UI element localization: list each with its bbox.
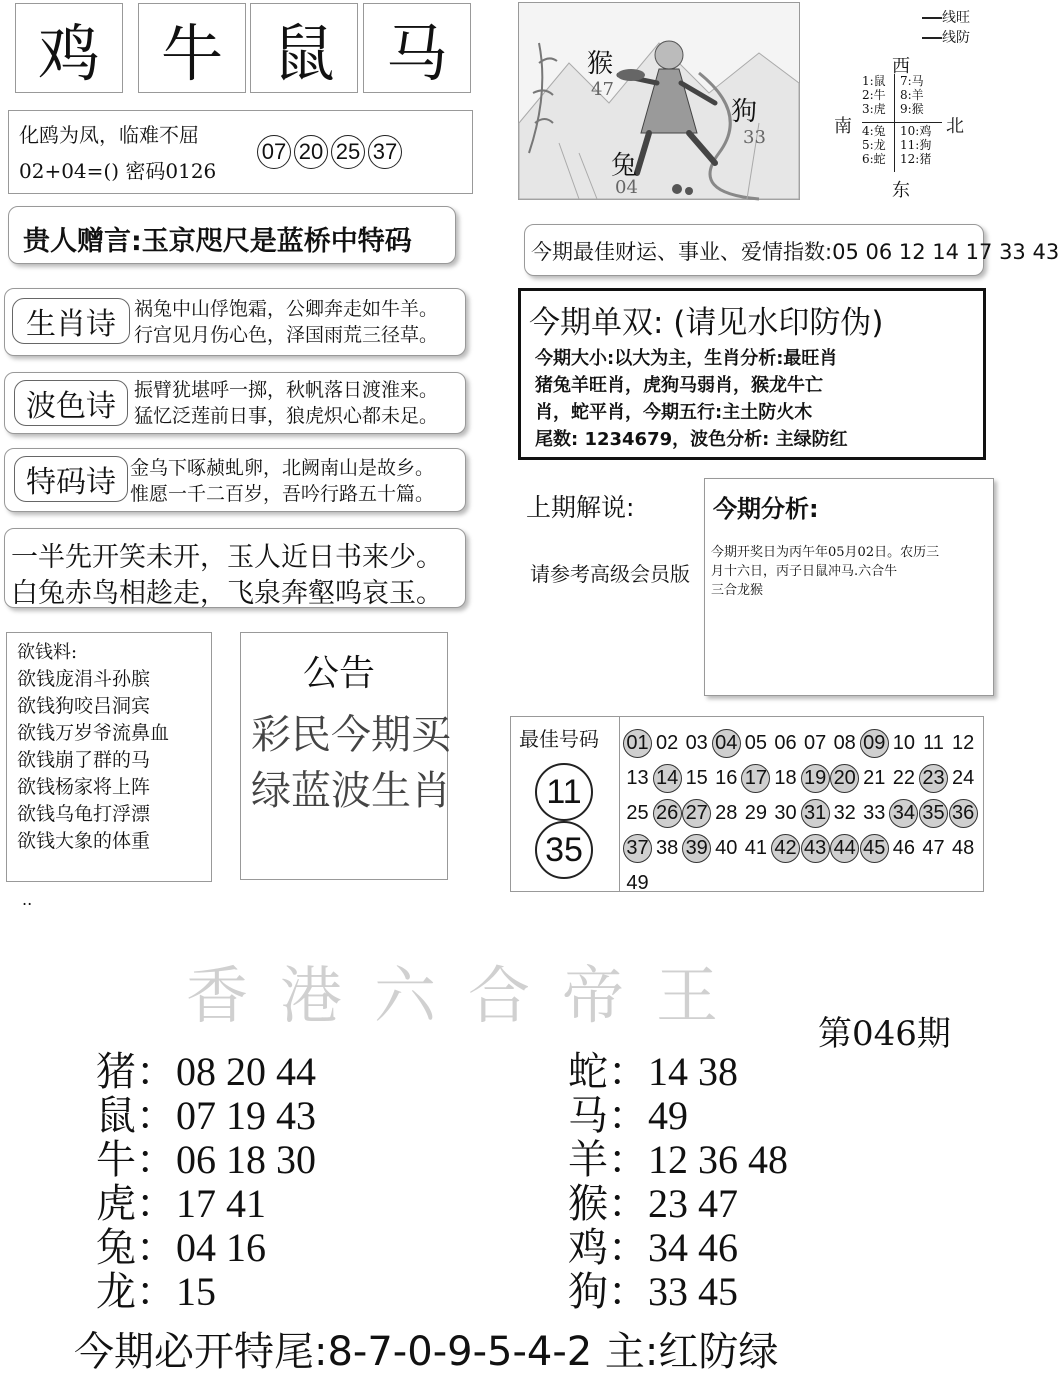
- analysis-line: 三合龙猴: [711, 583, 764, 598]
- picture-label-monkey: 猴: [587, 49, 614, 79]
- poem-line: 惟愿一千二百岁，吾吟行路五十篇。: [130, 483, 435, 505]
- zodiac-number-row: [568, 1260, 738, 1317]
- compass-legend-item: [922, 8, 970, 28]
- compass-item: 4:兔: [862, 124, 886, 138]
- compass-legend-label: 线旺: [942, 10, 970, 26]
- grid-number: 32: [833, 802, 856, 824]
- index-text: [531, 236, 1059, 266]
- compass-legend-label: 线防: [942, 30, 970, 46]
- zodiac-nums: 04 16: [176, 1225, 266, 1270]
- poem-label-special: 特码诗: [14, 456, 128, 502]
- compass-item: 10:鸡: [900, 124, 932, 138]
- zodiac-nums: 12 36 48: [648, 1137, 788, 1182]
- grid-number: 48: [951, 837, 975, 859]
- last-title: 上期解说:: [526, 493, 635, 522]
- grid-number: 10: [892, 732, 916, 754]
- analysis-line: 今期开奖日为丙午年05月02日。农历三: [711, 545, 940, 560]
- grid-number: 18: [774, 767, 797, 789]
- compass-item: 12:猪: [900, 152, 932, 166]
- danshuang-line: 尾数: 1234679，波色分析: 主绿防红: [535, 429, 848, 450]
- grid-number: 42: [771, 834, 800, 863]
- zodiac-animal: 蛇：: [568, 1049, 648, 1094]
- money-item: 欲钱杨家将上阵: [17, 776, 151, 798]
- grid-number: 21: [863, 767, 886, 789]
- footer-text: 今期必开特尾:8-7-0-9-5-4-2 主:红防绿: [74, 1329, 779, 1375]
- grid-number: 33: [863, 802, 886, 824]
- danshuang-title: 今期单双: (请见水印防伪): [529, 305, 884, 341]
- notice-line2: 绿蓝波生肖: [251, 768, 451, 814]
- grid-number: 31: [801, 799, 830, 828]
- money-title: 欲钱料:: [17, 642, 78, 663]
- main-title: 香港六合帝王: [186, 959, 751, 1032]
- zodiac-nums: 08 20 44: [176, 1049, 316, 1094]
- issue-number: 第046期: [818, 1014, 951, 1054]
- zodiac-nums: 23 47: [648, 1181, 738, 1226]
- zodiac-animal: 鼠：: [96, 1093, 176, 1138]
- poem-label-color: 波色诗: [14, 380, 128, 426]
- zodiac-animal: 鸡：: [568, 1225, 648, 1270]
- grid-number: 04: [712, 729, 741, 758]
- notice-line1: 彩民今期买: [251, 712, 451, 758]
- grid-number: 22: [892, 767, 916, 789]
- zodiac-animal: 虎：: [96, 1181, 176, 1226]
- poem-lines-special: [130, 455, 434, 507]
- grid-number: 39: [682, 834, 711, 863]
- analysis-title: 今期分析:: [713, 495, 819, 523]
- best-divider: [619, 717, 620, 891]
- idiom-line2: 02+04=() 密码0126: [19, 159, 217, 183]
- analysis-line: 月十六日，丙子日鼠冲马.六合牛: [711, 564, 898, 579]
- compass-item: 3:虎: [862, 102, 886, 116]
- analysis-box: [704, 478, 994, 696]
- grid-number: 12: [951, 732, 975, 754]
- money-item: 欲钱狗咬吕洞宾: [17, 695, 151, 717]
- grid-number: 13: [626, 767, 649, 789]
- compass-vline: [894, 74, 895, 172]
- grid-number: 34: [889, 799, 918, 828]
- small-dots: ..: [22, 890, 33, 909]
- best-pick: 11: [535, 763, 593, 821]
- grid-number: 09: [860, 729, 889, 758]
- analysis-text: [711, 543, 939, 600]
- index-box: [524, 224, 1059, 276]
- compass-right-list: [900, 74, 931, 166]
- poem-lines-zodiac: [134, 296, 438, 348]
- notice-box: [240, 632, 451, 880]
- compass-legend-item: [922, 28, 970, 48]
- grid-number: 43: [801, 834, 830, 863]
- zodiac-animal: 龙：: [96, 1269, 176, 1314]
- top-zodiac-1: 鸡: [15, 3, 123, 93]
- grid-number: 17: [741, 764, 770, 793]
- zodiac-animal: 羊：: [568, 1137, 648, 1182]
- compass-item: 1:鼠: [862, 74, 886, 88]
- grid-number: 07: [803, 732, 827, 754]
- picture-num-dog: 33: [743, 127, 766, 148]
- grid-number: 27: [682, 799, 711, 828]
- money-item: 欲钱大象的体重: [17, 830, 151, 852]
- danshuang-line: 肖，蛇平肖，今期五行:主土防火木: [535, 402, 813, 423]
- compass-left-list: [862, 74, 886, 166]
- grid-number: 14: [653, 764, 682, 793]
- grid-number: 47: [922, 837, 945, 859]
- poem-label-zodiac: 生肖诗: [12, 298, 130, 344]
- idiom-numbers: [257, 135, 405, 169]
- money-item: 欲钱庞涓斗孙膑: [17, 668, 151, 690]
- compass-north: 北: [946, 116, 964, 137]
- zodiac-nums: 33 45: [648, 1269, 738, 1314]
- grid-number: 37: [623, 834, 652, 863]
- picture-num-rabbit: 04: [615, 177, 638, 198]
- grid-number: 40: [715, 837, 738, 859]
- compass-east: 东: [892, 180, 910, 201]
- idiom-number: 25: [331, 135, 365, 169]
- picture-num-monkey: 47: [591, 79, 614, 100]
- grid-number: 25: [626, 802, 649, 824]
- poem-line: 金乌下啄赪虬卵，北阙南山是故乡。: [130, 457, 435, 479]
- danshuang-box: [518, 288, 986, 460]
- index-label: 今期最佳财运、事业、爱情指数:: [531, 240, 833, 264]
- grid-number: 29: [744, 802, 768, 824]
- compass-item: 5:龙: [862, 138, 886, 152]
- grid-number: 02: [655, 732, 679, 754]
- compass-item: 9:猴: [900, 102, 924, 116]
- grid-number: 36: [949, 799, 978, 828]
- danshuang-line: 今期大小:以大为主，生肖分析:最旺肖: [535, 348, 838, 369]
- zodiac-animal: 兔：: [96, 1225, 176, 1270]
- illustration: [518, 2, 800, 200]
- grid-number: 19: [801, 764, 830, 793]
- compass-item: 6:蛇: [862, 152, 886, 166]
- grid-number: 41: [744, 837, 768, 859]
- best-box: [510, 716, 984, 892]
- money-item: 欲钱崩了群的马: [17, 749, 151, 771]
- grid-number: 24: [951, 767, 975, 789]
- zodiac-nums: 34 46: [648, 1225, 738, 1270]
- idiom-line1: 化鸥为凤，临难不屈: [19, 123, 199, 147]
- compass-item: 2:牛: [862, 88, 886, 102]
- danshuang-line: 猪兔羊旺肖，虎狗马弱肖，猴龙牛亡: [535, 375, 823, 396]
- poem-line: 行宫见月伤心色，泽国雨荒三径草。: [134, 324, 439, 346]
- compass-item: 7:马: [900, 74, 924, 88]
- big-poem-line1: 一半先开笑未开，玉人近日书来少。: [11, 542, 443, 573]
- grid-number: 30: [774, 802, 797, 824]
- compass-item: 11:狗: [900, 138, 932, 152]
- zodiac-animal: 马：: [568, 1093, 648, 1138]
- compass-west: 西: [892, 56, 910, 77]
- grid-number: 05: [744, 732, 768, 754]
- grid-number: 44: [830, 834, 859, 863]
- guiren-box: [8, 206, 456, 264]
- zodiac-nums: 17 41: [176, 1181, 266, 1226]
- grid-number: 23: [919, 764, 948, 793]
- idiom-number: 07: [257, 135, 291, 169]
- zodiac-nums: 07 19 43: [176, 1093, 316, 1138]
- compass-item: 8:羊: [900, 88, 924, 102]
- danshuang-lines: [535, 345, 848, 453]
- grid-number: 49: [626, 872, 649, 894]
- top-zodiac-2: 牛: [138, 3, 246, 93]
- grid-number: 20: [830, 764, 859, 793]
- money-item: 欲钱万岁爷流鼻血: [17, 722, 170, 744]
- grid-number: 38: [655, 837, 679, 859]
- grid-number: 28: [715, 802, 738, 824]
- grid-number: 16: [715, 767, 738, 789]
- grid-number: 35: [919, 799, 948, 828]
- picture-label-dog: 狗: [731, 97, 758, 127]
- picture-label-rabbit: 兔: [611, 151, 638, 181]
- zodiac-nums: 14 38: [648, 1049, 738, 1094]
- compass-legend: [922, 8, 970, 48]
- best-number-grid: [623, 729, 983, 894]
- grid-number: 45: [860, 834, 889, 863]
- zodiac-animal: 牛：: [96, 1137, 176, 1182]
- index-values: 05 06 12 14 17 33 43: [832, 240, 1059, 264]
- big-poem-box: [4, 528, 466, 608]
- poem-lines-color: [134, 377, 438, 429]
- grid-number: 46: [892, 837, 916, 859]
- grid-number: 03: [685, 732, 708, 754]
- zodiac-number-row: [96, 1260, 216, 1317]
- zodiac-nums: 15: [176, 1269, 216, 1314]
- grid-number: 06: [774, 732, 797, 754]
- zodiac-nums: 49: [648, 1093, 688, 1138]
- grid-number: 26: [653, 799, 682, 828]
- poem-line: 祸兔中山俘饱霜，公卿奔走如牛羊。: [134, 298, 439, 320]
- zodiac-animal: 狗：: [568, 1269, 648, 1314]
- poem-line: 猛忆泛莲前日事，狼虎炽心都未足。: [134, 405, 439, 427]
- zodiac-animal: 猴：: [568, 1181, 648, 1226]
- top-zodiac-3: 鼠: [250, 3, 358, 93]
- money-box: [6, 632, 212, 882]
- poem-line: 振臂犹堪呼一掷，秋帆落日渡淮来。: [134, 379, 439, 401]
- big-poem-line2: 白兔赤鸟相趁走，飞泉奔壑呜哀玉。: [11, 578, 443, 609]
- grid-number: 15: [685, 767, 708, 789]
- compass-south: 南: [834, 116, 852, 137]
- last-note: 请参考高级会员版: [530, 562, 690, 586]
- money-item: 欲钱乌龟打浮漂: [17, 803, 151, 825]
- idiom-number: 20: [294, 135, 328, 169]
- notice-title: 公告: [303, 653, 376, 694]
- grid-number: 08: [833, 732, 856, 754]
- grid-number: 11: [923, 732, 944, 754]
- idiom-number: 37: [368, 135, 402, 169]
- guiren-text: 贵人赠言:玉京咫尺是蓝桥中特码: [23, 226, 412, 257]
- zodiac-animal: 猪：: [96, 1049, 176, 1094]
- top-zodiac-4: 马: [363, 3, 471, 93]
- best-label: 最佳号码: [519, 727, 599, 751]
- best-pick: 35: [535, 821, 593, 879]
- zodiac-nums: 06 18 30: [176, 1137, 316, 1182]
- grid-number: 01: [623, 729, 652, 758]
- idiom-box: [8, 110, 473, 194]
